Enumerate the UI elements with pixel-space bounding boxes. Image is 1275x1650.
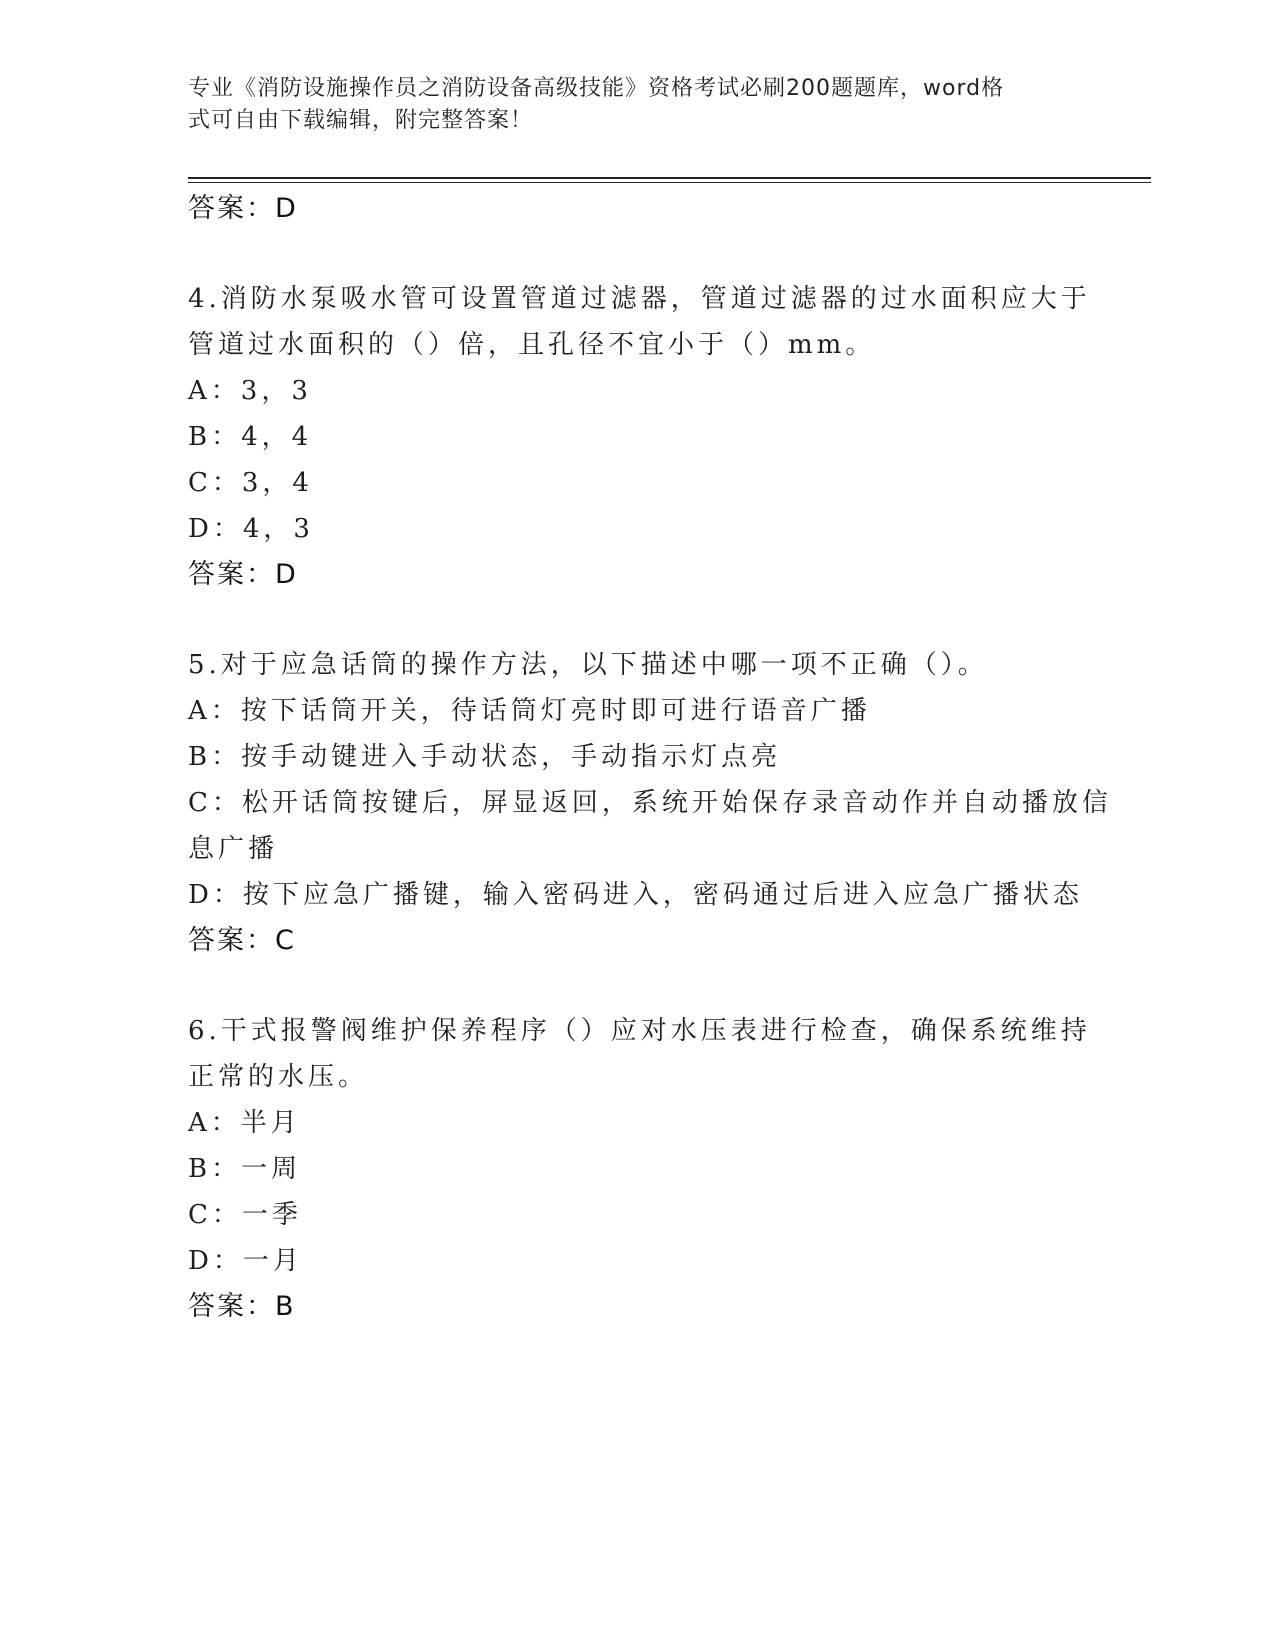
answer: 答案：D — [188, 559, 298, 590]
answer: 答案：B — [188, 1291, 296, 1322]
question-5 — [188, 642, 1112, 964]
question-stem: 4.消防水泵吸水管可设置管道过滤器，管道过滤器的过水面积应大于 — [188, 284, 1091, 314]
question-stem: 6.干式报警阀维护保养程序（）应对水压表进行检查，确保系统维持 — [188, 1016, 1091, 1046]
question-stem-cont: 正常的水压。 — [188, 1062, 369, 1092]
option-d: D：一月 — [188, 1246, 303, 1276]
question-4 — [188, 276, 1091, 598]
header-rule-thick — [188, 177, 1151, 179]
document-header — [188, 73, 1088, 137]
option-a: A：按下话筒开关，待话筒灯亮时即可进行语音广播 — [188, 696, 871, 726]
option-c: C：一季 — [188, 1200, 302, 1230]
option-d: D：按下应急广播键，输入密码进入，密码通过后进入应急广播状态 — [188, 880, 1083, 910]
option-c: C：3，4 — [188, 468, 313, 498]
option-d: D：4，3 — [188, 514, 314, 544]
option-b: B：按手动键进入手动状态，手动指示灯点亮 — [188, 742, 782, 772]
previous-answer: 答案：D — [188, 193, 298, 224]
option-b: B：一周 — [188, 1154, 302, 1184]
header-line-2: 式可自由下载编辑，附完整答案！ — [188, 108, 534, 133]
option-a: A：半月 — [188, 1108, 301, 1138]
question-list — [188, 186, 1112, 1330]
option-c-cont: 息广播 — [188, 834, 279, 864]
header-line-1: 专业《消防设施操作员之消防设备高级技能》资格考试必刷200题题库，word格 — [188, 76, 1005, 101]
header-rule-thin — [188, 182, 1151, 183]
option-b: B：4，4 — [188, 422, 313, 452]
question-stem: 5.对于应急话筒的操作方法，以下描述中哪一项不正确（）。 — [188, 650, 988, 680]
question-6 — [188, 1008, 1091, 1330]
answer: 答案：C — [188, 925, 296, 956]
option-c: C：松开话筒按键后，屏显返回，系统开始保存录音动作并自动播放信 — [188, 788, 1112, 818]
option-a: A：3，3 — [188, 376, 312, 406]
question-stem-cont: 管道过水面积的（）倍，且孔径不宜小于（）mm。 — [188, 330, 876, 360]
